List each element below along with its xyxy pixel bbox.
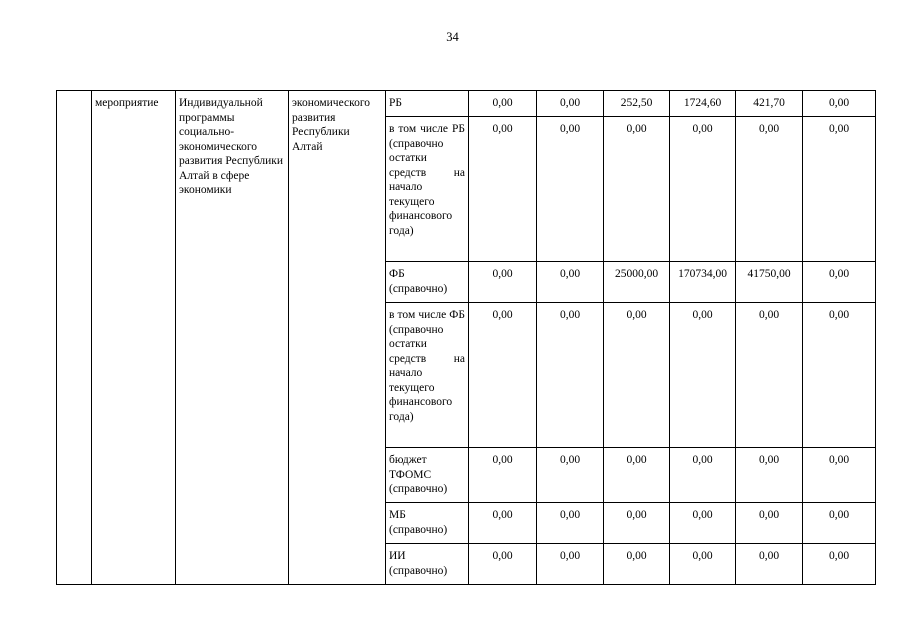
value-cell: 0,00 xyxy=(537,262,604,303)
table-row xyxy=(57,91,876,117)
value-cell: 0,00 xyxy=(803,262,876,303)
value-cell: 0,00 xyxy=(604,303,670,448)
value-cell: 0,00 xyxy=(670,544,736,585)
page-number: 34 xyxy=(446,30,459,44)
funding-source-cell: МБ (справочно) xyxy=(386,503,469,544)
value-cell: 0,00 xyxy=(803,503,876,544)
value-cell: 0,00 xyxy=(537,303,604,448)
value-cell: 0,00 xyxy=(537,503,604,544)
value-cell: 0,00 xyxy=(537,91,604,117)
activity-type-cell: мероприятие xyxy=(92,91,176,585)
value-cell: 0,00 xyxy=(469,303,537,448)
value-cell: 170734,00 xyxy=(670,262,736,303)
value-cell: 0,00 xyxy=(537,448,604,503)
value-cell: 0,00 xyxy=(736,303,803,448)
value-cell: 0,00 xyxy=(604,117,670,262)
value-cell: 41750,00 xyxy=(736,262,803,303)
funding-source-cell: бюджет ТФОМС (справочно) xyxy=(386,448,469,503)
value-cell: 0,00 xyxy=(803,91,876,117)
value-cell: 0,00 xyxy=(469,117,537,262)
value-cell: 0,00 xyxy=(670,503,736,544)
value-cell: 0,00 xyxy=(604,503,670,544)
value-cell: 0,00 xyxy=(469,544,537,585)
value-cell: 0,00 xyxy=(803,303,876,448)
value-cell: 0,00 xyxy=(736,503,803,544)
value-cell: 0,00 xyxy=(803,117,876,262)
value-cell: 1724,60 xyxy=(670,91,736,117)
funding-source-cell: в том числе ФБ (справочно остатки средств на начало текущего финансового года) xyxy=(386,303,469,448)
value-cell: 0,00 xyxy=(803,448,876,503)
value-cell: 0,00 xyxy=(670,303,736,448)
budget-table xyxy=(56,90,876,585)
funding-source-cell: ИИ (справочно) xyxy=(386,544,469,585)
value-cell: 421,70 xyxy=(736,91,803,117)
activity-name-cell: Индивидуальной программы социально-экономического развития Республики Алтай в сфере экономики xyxy=(176,91,289,585)
funding-source-cell: в том числе РБ (справочно остатки средств на начало текущего финансового года) xyxy=(386,117,469,262)
executor-cell: экономического развития Республики Алтай xyxy=(289,91,386,585)
value-cell: 0,00 xyxy=(736,448,803,503)
value-cell: 0,00 xyxy=(469,448,537,503)
value-cell: 0,00 xyxy=(604,544,670,585)
value-cell: 0,00 xyxy=(803,544,876,585)
value-cell: 252,50 xyxy=(604,91,670,117)
funding-source-cell: РБ xyxy=(386,91,469,117)
value-cell: 0,00 xyxy=(469,91,537,117)
value-cell: 0,00 xyxy=(670,448,736,503)
row-number-cell xyxy=(57,91,92,585)
value-cell: 0,00 xyxy=(537,544,604,585)
value-cell: 0,00 xyxy=(469,503,537,544)
value-cell: 0,00 xyxy=(736,117,803,262)
value-cell: 0,00 xyxy=(604,448,670,503)
value-cell: 0,00 xyxy=(736,544,803,585)
value-cell: 25000,00 xyxy=(604,262,670,303)
value-cell: 0,00 xyxy=(537,117,604,262)
value-cell: 0,00 xyxy=(670,117,736,262)
funding-source-cell: ФБ (справочно) xyxy=(386,262,469,303)
value-cell: 0,00 xyxy=(469,262,537,303)
